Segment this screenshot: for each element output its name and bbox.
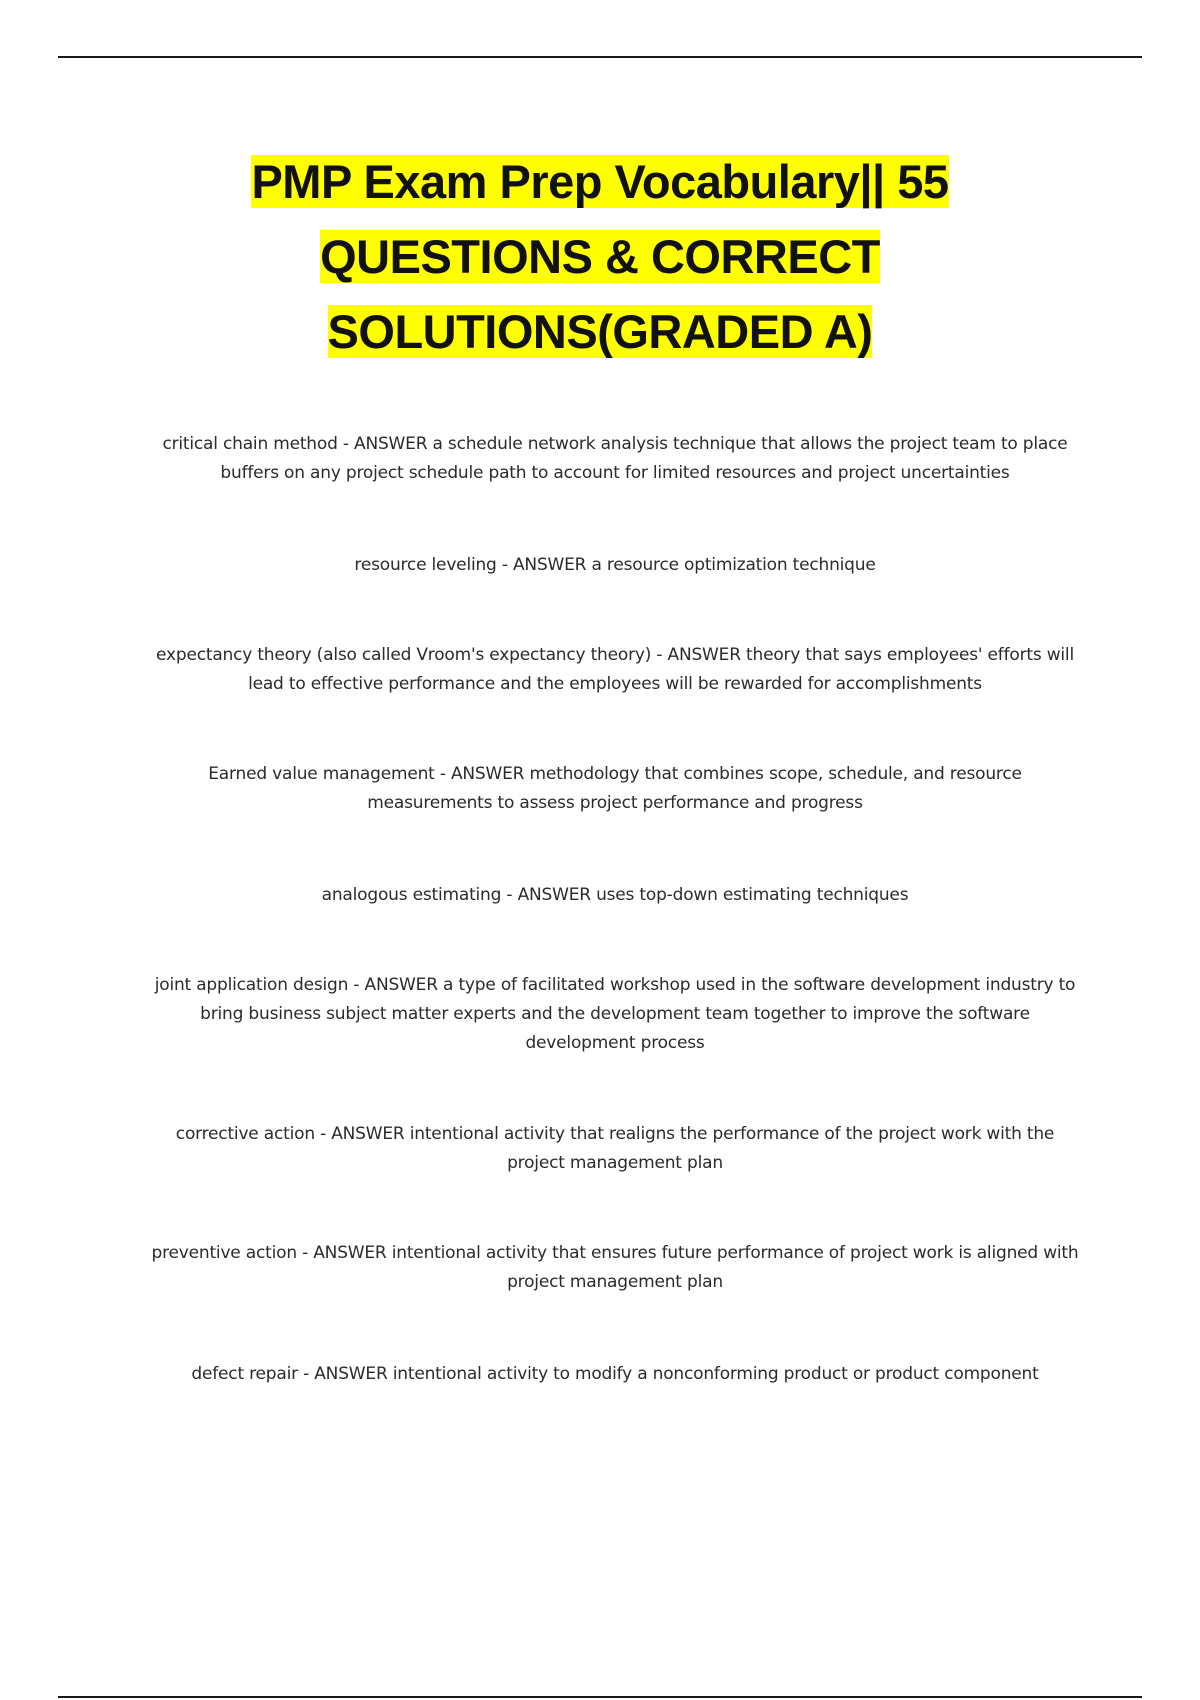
vocabulary-entry: Earned value management - ANSWER methodology that combines scope, schedule, and resource measurements to assess project performance and progress xyxy=(208,764,1022,813)
vocabulary-entry: critical chain method - ANSWER a schedule network analysis technique that allows the project team to place buffers on any project schedule path to account for limited resources and project uncertainties xyxy=(162,434,1068,483)
vocabulary-entry: expectancy theory (also called Vroom's expectancy theory) - ANSWER theory that says employees' efforts will lead to effective performance and the employees will be rewarded for accomplishments xyxy=(156,645,1074,694)
vocabulary-entry: corrective action - ANSWER intentional activity that realigns the performance of the project work with the project management plan xyxy=(175,1124,1055,1173)
vocabulary-entry: preventive action - ANSWER intentional activity that ensures future performance of project work is aligned with project management plan xyxy=(151,1243,1079,1292)
bottom-divider xyxy=(58,1696,1142,1698)
document-title: PMP Exam Prep Vocabulary|| 55 QUESTIONS & CORRECT SOLUTIONS(GRADED A) xyxy=(251,155,949,358)
document-title-block xyxy=(160,144,1040,369)
vocabulary-entry: joint application design - ANSWER a type of facilitated workshop used in the software development industry to bring business subject matter experts and the development team together to improve the software development process xyxy=(154,975,1076,1053)
vocabulary-entry: defect repair - ANSWER intentional activity to modify a nonconforming product or product component xyxy=(191,1364,1039,1384)
top-divider xyxy=(58,56,1142,58)
vocabulary-entry: resource leveling - ANSWER a resource optimization technique xyxy=(354,555,876,575)
vocabulary-entry: analogous estimating - ANSWER uses top-down estimating techniques xyxy=(321,885,909,905)
